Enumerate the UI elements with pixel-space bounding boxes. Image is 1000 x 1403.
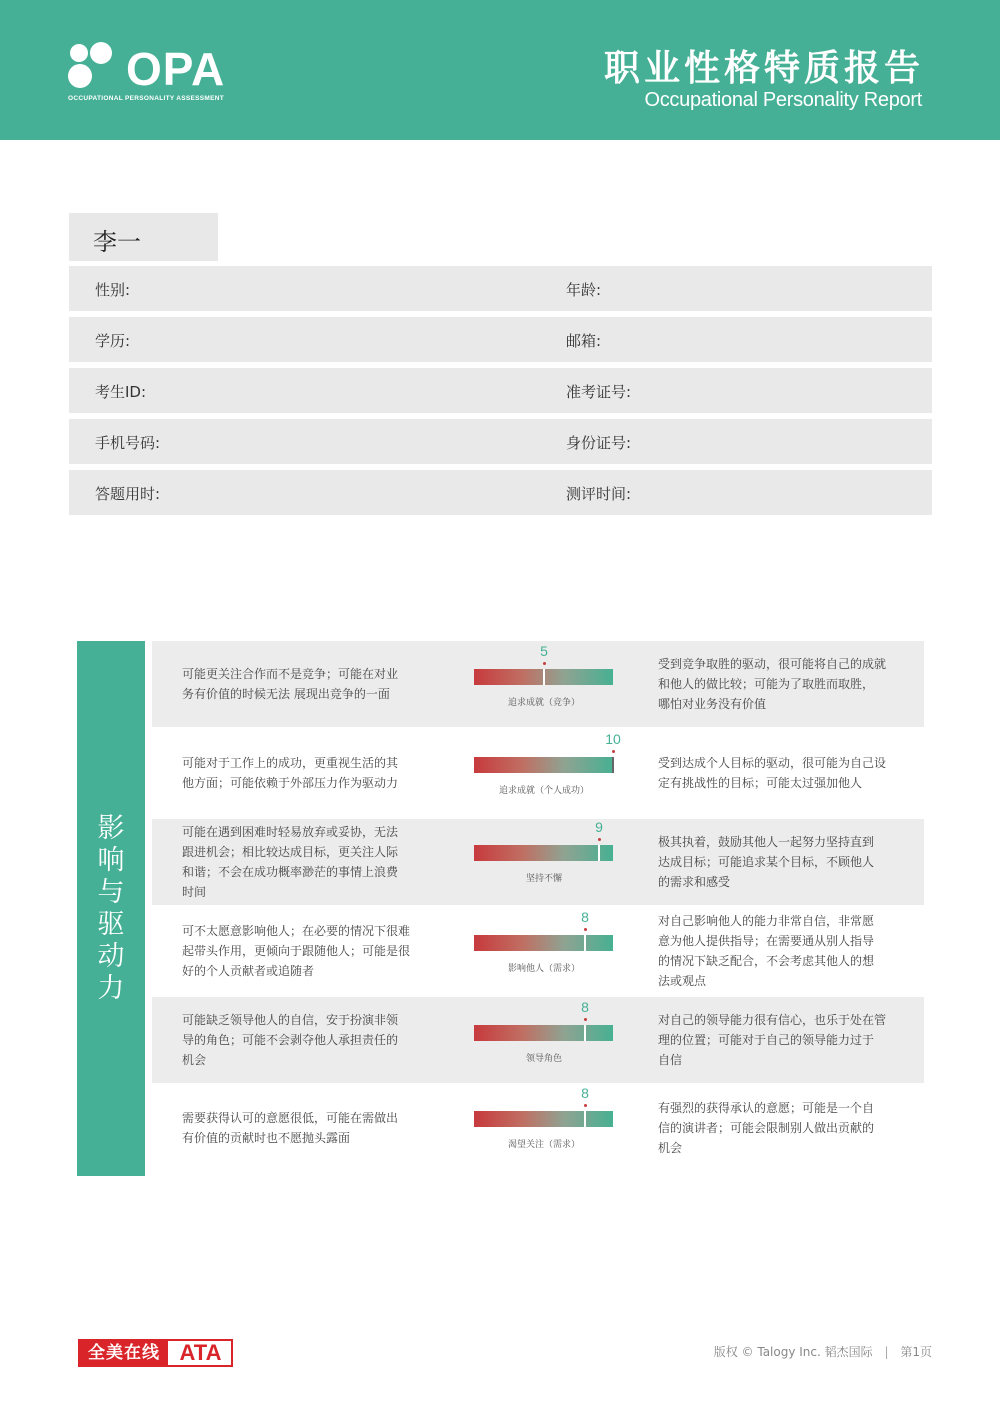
- score-value: 8: [581, 1085, 589, 1101]
- trait-rows: [152, 641, 924, 1173]
- info-label-age: 年龄:: [566, 281, 602, 299]
- description-line: 可不太愿意影响他人；在必要的情况下很难: [182, 924, 411, 938]
- section-title-char: 动: [97, 941, 125, 972]
- info-row: [69, 368, 932, 413]
- copyright-text: 版权 © Talogy Inc. 韬杰国际: [713, 1345, 873, 1359]
- scale-name: 追求成就（竞争）: [507, 698, 580, 708]
- score-value: 8: [581, 909, 589, 925]
- description-line: 的需求和感受: [658, 875, 731, 889]
- description-line: 受到达成个人目标的驱动，很可能为自己设: [658, 756, 887, 770]
- description-line: 对自己的领导能力很有信心，也乐于处在管: [658, 1013, 887, 1027]
- section-title-bar: [77, 641, 145, 1176]
- logo-text: OPA: [126, 43, 226, 95]
- scale-name: 追求成就（个人成功）: [498, 786, 589, 796]
- score-bar: [474, 845, 613, 861]
- trait-row: [152, 905, 924, 997]
- logo-subtitle: OCCUPATIONAL PERSONALITY ASSESSMENT: [68, 95, 225, 102]
- description-line: 需要获得认可的意愿很低，可能在需做出: [182, 1111, 399, 1125]
- high-score-description: [658, 654, 908, 714]
- score-marker: [543, 669, 545, 685]
- score-value: 8: [581, 999, 589, 1015]
- score-marker: [612, 757, 614, 773]
- candidate-name: 李一: [93, 228, 141, 256]
- trait-row: [152, 997, 924, 1083]
- score-marker-dot: [584, 1018, 587, 1021]
- score-bar: [474, 757, 613, 773]
- score-marker: [584, 935, 586, 951]
- score-marker-dot: [584, 1104, 587, 1107]
- description-line: 跟进机会；相比较达成目标，更关注人际: [182, 845, 399, 859]
- description-line: 可能缺乏领导他人的自信，安于扮演非领: [182, 1013, 399, 1027]
- ata-logo-en: ATA: [179, 1340, 222, 1365]
- description-line: 信的演讲者；可能会限制别人做出贡献的: [658, 1121, 875, 1135]
- description-line: 对自己影响他人的能力非常自信，非常愿: [658, 914, 875, 928]
- description-line: 的情况下缺乏配合，不会考虑其他人的想: [658, 954, 875, 968]
- info-label-id-card: 身份证号:: [566, 434, 632, 452]
- section-title-char: 力: [97, 973, 125, 1004]
- info-label-admission-number: 准考证号:: [566, 383, 632, 401]
- info-label-gender: 性别:: [95, 281, 131, 299]
- trait-row: [152, 1083, 924, 1173]
- description-line: 理的位置；可能对于自己的领导能力过于: [658, 1033, 875, 1047]
- low-score-description: [182, 822, 437, 902]
- report-title-cn: 职业性格特质报告: [603, 48, 924, 89]
- low-score-description: [182, 1010, 437, 1070]
- score-marker: [584, 1111, 586, 1127]
- scale-name: 影响他人（需求）: [507, 964, 580, 974]
- score-marker-dot: [612, 750, 615, 753]
- low-score-description: [182, 664, 437, 704]
- scale-name: 渴望关注（需求）: [507, 1140, 580, 1150]
- info-label-test-time: 测评时间:: [566, 485, 632, 503]
- description-line: 时间: [182, 885, 207, 899]
- scale-name: 坚持不懈: [525, 874, 562, 884]
- info-label-education: 学历:: [95, 332, 131, 350]
- score-marker: [584, 1025, 586, 1041]
- opa-logo: [68, 42, 268, 106]
- score-bar: [474, 1111, 613, 1127]
- ata-logo: [78, 1339, 233, 1367]
- page-number: 第1页: [900, 1345, 932, 1359]
- info-label-phone: 手机号码:: [95, 434, 161, 452]
- section-title-char: 响: [97, 845, 125, 876]
- description-line: 机会: [658, 1141, 683, 1155]
- logo-dots-icon: [68, 42, 122, 92]
- description-line: 他方面；可能依赖于外部压力作为驱动力: [182, 776, 399, 790]
- profile-info-table: [69, 266, 932, 521]
- info-row: [69, 470, 932, 515]
- description-line: 哪怕对业务没有价值: [658, 697, 767, 711]
- description-line: 务有价值的时候无法 展现出竞争的一面: [182, 687, 390, 701]
- description-line: 意为他人提供指导；在需要通从别人指导: [658, 934, 875, 948]
- score-marker-dot: [598, 838, 601, 841]
- description-line: 自信: [658, 1053, 683, 1067]
- score-marker-dot: [584, 928, 587, 931]
- score-value: 10: [605, 731, 621, 747]
- description-line: 起带头作用，更倾向于跟随他人；可能是很: [182, 944, 411, 958]
- description-line: 好的个人贡献者或追随者: [182, 964, 315, 978]
- description-line: 定有挑战性的目标；可能太过强加他人: [658, 776, 863, 790]
- candidate-name-box: [69, 213, 218, 261]
- description-line: 有价值的贡献时也不愿抛头露面: [182, 1131, 351, 1145]
- score-marker-dot: [543, 662, 546, 665]
- info-label-answer-duration: 答题用时:: [95, 485, 161, 503]
- report-title-en: Occupational Personality Report: [644, 89, 922, 111]
- score-value: 9: [595, 819, 603, 835]
- description-line: 极其执着，鼓励其他人一起努力坚持直到: [658, 835, 875, 849]
- ata-logo-cn: 全美在线: [80, 1341, 168, 1365]
- footer-copyright: 版权 © Talogy Inc. 韬杰国际 | 第1页: [713, 1345, 932, 1359]
- report-header: [0, 0, 1000, 140]
- description-line: 受到竞争取胜的驱动，很可能将自己的成就: [658, 657, 887, 671]
- trait-row: [152, 727, 924, 819]
- score-bar: [474, 1025, 613, 1041]
- high-score-description: [658, 1098, 908, 1158]
- low-score-description: [182, 1108, 437, 1148]
- info-row: [69, 419, 932, 464]
- high-score-description: [658, 832, 908, 892]
- low-score-description: [182, 921, 437, 981]
- description-line: 达成目标；可能追求某个目标，不顾他人: [658, 855, 875, 869]
- trait-row: [152, 641, 924, 727]
- scale-name: 领导角色: [525, 1054, 562, 1064]
- description-line: 法或观点: [658, 974, 707, 988]
- section-title-char: 影: [97, 813, 125, 844]
- info-row: [69, 317, 932, 362]
- low-score-description: [182, 753, 437, 793]
- high-score-description: [658, 911, 908, 991]
- description-line: 可能在遇到困难时轻易放弃或妥协，无法: [182, 825, 399, 839]
- high-score-description: [658, 1010, 908, 1070]
- score-bar: [474, 935, 613, 951]
- section-title-char: 与: [97, 877, 125, 908]
- section-title: [77, 813, 145, 1005]
- info-label-candidate-id: 考生ID:: [95, 383, 147, 401]
- description-line: 导的角色；可能不会剥夺他人承担责任的: [182, 1033, 399, 1047]
- score-marker: [598, 845, 600, 861]
- trait-row: [152, 819, 924, 905]
- score-value: 5: [540, 643, 548, 659]
- info-label-email: 邮箱:: [566, 332, 602, 350]
- description-line: 和他人的做比较；可能为了取胜而取胜，: [658, 677, 875, 691]
- description-line: 可能更关注合作而不是竞争；可能在对业: [182, 667, 399, 681]
- info-row: [69, 266, 932, 311]
- description-line: 可能对于工作上的成功，更重视生活的其: [182, 756, 399, 770]
- description-line: 和谐；不会在成功概率渺茫的事情上浪费: [182, 865, 399, 879]
- high-score-description: [658, 753, 908, 793]
- description-line: 有强烈的获得承认的意愿；可能是一个自: [658, 1101, 875, 1115]
- section-title-char: 驱: [97, 909, 125, 940]
- description-line: 机会: [182, 1053, 207, 1067]
